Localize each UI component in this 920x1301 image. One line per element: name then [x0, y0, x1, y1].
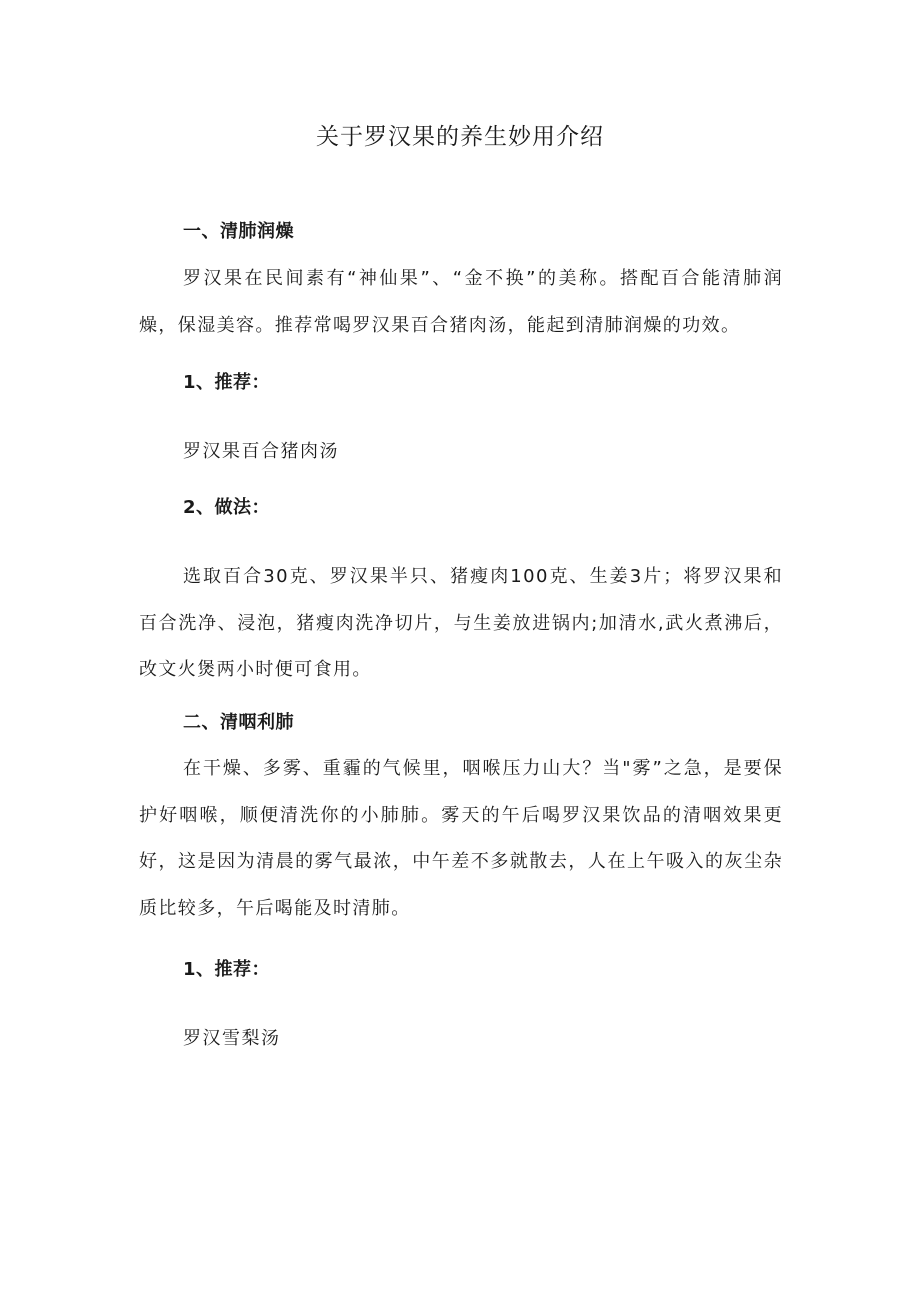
section1-method-label: 2、做法：	[183, 497, 271, 518]
section1-method-text: 选取百合30克、罗汉果半只、猪瘦肉100克、生姜3片；将罗汉果和百合洗净、浸泡，猪瘦肉洗净切片，与生姜放进锅内;加清水,武火煮沸后，改文火煲两小时便可食用。	[139, 566, 783, 680]
section2-recommend-label: 1、推荐：	[183, 959, 271, 980]
section1-recommend-item: 罗汉果百合猪肉汤	[183, 441, 339, 462]
document-title: 关于罗汉果的养生妙用介绍	[316, 124, 604, 150]
section2-heading: 二、清咽利肺	[183, 712, 294, 733]
section2-intro: 在干燥、多雾、重霾的气候里，咽喉压力山大？当"雾”之急，是要保护好咽喉，顺便清洗你的小肺肺。雾天的午后喝罗汉果饮品的清咽效果更好，这是因为清晨的雾气最浓，中午差不多就散去，人在上午吸入的灰尘杂质比较多，午后喝能及时清肺。	[139, 758, 783, 919]
section1-recommend-label: 1、推荐：	[183, 372, 271, 393]
section1-heading: 一、清肺润燥	[183, 221, 294, 242]
section1-intro: 罗汉果在民间素有“神仙果”、“金不换”的美称。搭配百合能清肺润燥，保湿美容。推荐常喝罗汉果百合猪肉汤，能起到清肺润燥的功效。	[139, 268, 783, 336]
section2-recommend-item: 罗汉雪梨汤	[183, 1028, 281, 1049]
